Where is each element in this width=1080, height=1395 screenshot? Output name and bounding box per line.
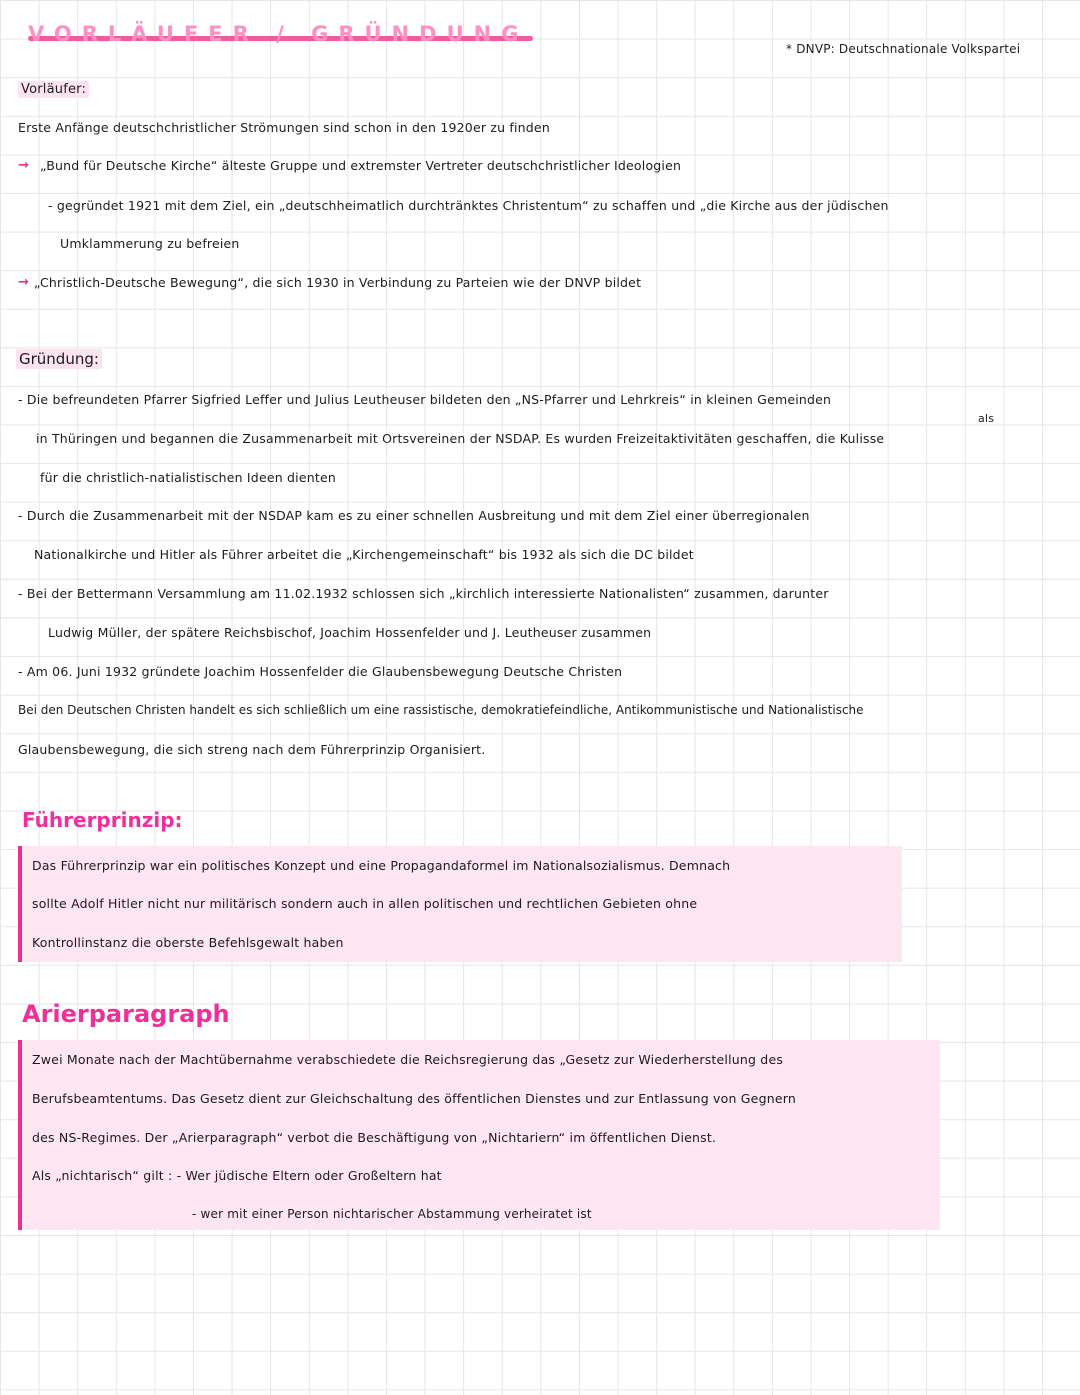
dnvp-note: * DNVP: Deutschnationale Volkspartei bbox=[786, 42, 1021, 56]
text-line: Als „nichtarisch“ gilt : - Wer jüdische Eltern oder Großeltern hat bbox=[32, 1168, 442, 1183]
text-line: - Am 06. Juni 1932 gründete Joachim Hossenfelder die Glaubensbewegung Deutsche Christen bbox=[18, 664, 623, 679]
text-line: Erste Anfänge deutschchristlicher Strömungen sind schon in den 1920er zu finden bbox=[18, 120, 550, 135]
text-line: - Die befreundeten Pfarrer Sigfried Leffer und Julius Leutheuser bildeten den „NS-Pfarrer und Lehrkreis“ in kleinen Gemeinden bbox=[18, 392, 832, 407]
text-line: Berufsbeamtentums. Das Gesetz dient zur Gleichschaltung des öffentlichen Dienstes und zur Entlassung von Gegnern bbox=[32, 1091, 796, 1106]
arierparagraph-box bbox=[18, 1040, 940, 1230]
arrow-icon: → bbox=[18, 158, 30, 173]
text-line: - Bei der Bettermann Versammlung am 11.02.1932 schlossen sich „kirchlich interessierte Nationalisten“ zusammen, darunter bbox=[18, 586, 829, 601]
text-line: - Durch die Zusammenarbeit mit der NSDAP kam es zu einer schnellen Ausbreitung und mit dem Ziel einer überregionalen bbox=[18, 508, 810, 523]
section-heading-vorlaeufer: Vorläufer: bbox=[18, 81, 89, 98]
text-line: für die christlich-natialistischen Ideen dienten bbox=[40, 470, 336, 485]
text-line: Ludwig Müller, der spätere Reichsbischof, Joachim Hossenfelder und J. Leutheuser zusammen bbox=[48, 625, 652, 640]
text-line: Glaubensbewegung, die sich streng nach dem Führerprinzip Organisiert. bbox=[18, 742, 486, 757]
text-line: Umklammerung zu befreien bbox=[60, 236, 240, 251]
text-line: - gegründet 1921 mit dem Ziel, ein „deutschheimatlich durchtränktes Christentum“ zu schaffen und „die Kirche aus der jüdischen bbox=[48, 198, 889, 213]
text-line: Das Führerprinzip war ein politisches Konzept und eine Propagandaformel im Nationalsozialismus. Demnach bbox=[32, 858, 731, 873]
text-line: Kontrollinstanz die oberste Befehlsgewalt haben bbox=[32, 935, 344, 950]
text-line: „Christlich-Deutsche Bewegung“, die sich 1930 in Verbindung zu Parteien wie der DNVP bildet bbox=[34, 275, 642, 290]
text-line: Nationalkirche und Hitler als Führer arbeitet die „Kirchengemeinschaft“ bis 1932 als sich die DC bildet bbox=[34, 547, 694, 562]
text-line: Bei den Deutschen Christen handelt es sich schließlich um eine rassistische, demokratiefeindliche, Antikommunistische und Nationalistische bbox=[18, 703, 864, 717]
text-line: sollte Adolf Hitler nicht nur militärisch sondern auch in allen politischen und rechtlichen Gebieten ohne bbox=[32, 896, 698, 911]
section-heading-arierparagraph: Arierparagraph bbox=[22, 1000, 230, 1028]
page-title: VORLÄUFER / GRÜNDUNG bbox=[28, 22, 529, 46]
section-heading-fuehrerprinzip: Führerprinzip: bbox=[22, 808, 183, 832]
section-heading-gruendung: Gründung: bbox=[16, 349, 102, 369]
text-line: - wer mit einer Person nichtarischer Abstammung verheiratet ist bbox=[192, 1207, 592, 1221]
text-line: in Thüringen und begannen die Zusammenarbeit mit Ortsvereinen der NSDAP. Es wurden Freizeitaktivitäten geschaffen, die Kulisse bbox=[36, 431, 885, 446]
arrow-icon: → bbox=[18, 275, 30, 290]
text-line: „Bund für Deutsche Kirche“ älteste Gruppe und extremster Vertreter deutschchristlicher Ideologien bbox=[40, 158, 682, 173]
text-line: Zwei Monate nach der Machtübernahme verabschiedete die Reichsregierung das „Gesetz zur Wiederherstellung des bbox=[32, 1052, 784, 1067]
fuehrerprinzip-box bbox=[18, 846, 902, 962]
text-line: als bbox=[978, 412, 995, 425]
text-line: des NS-Regimes. Der „Arierparagraph“ verbot die Beschäftigung von „Nichtariern“ im öffentlichen Dienst. bbox=[32, 1130, 717, 1145]
